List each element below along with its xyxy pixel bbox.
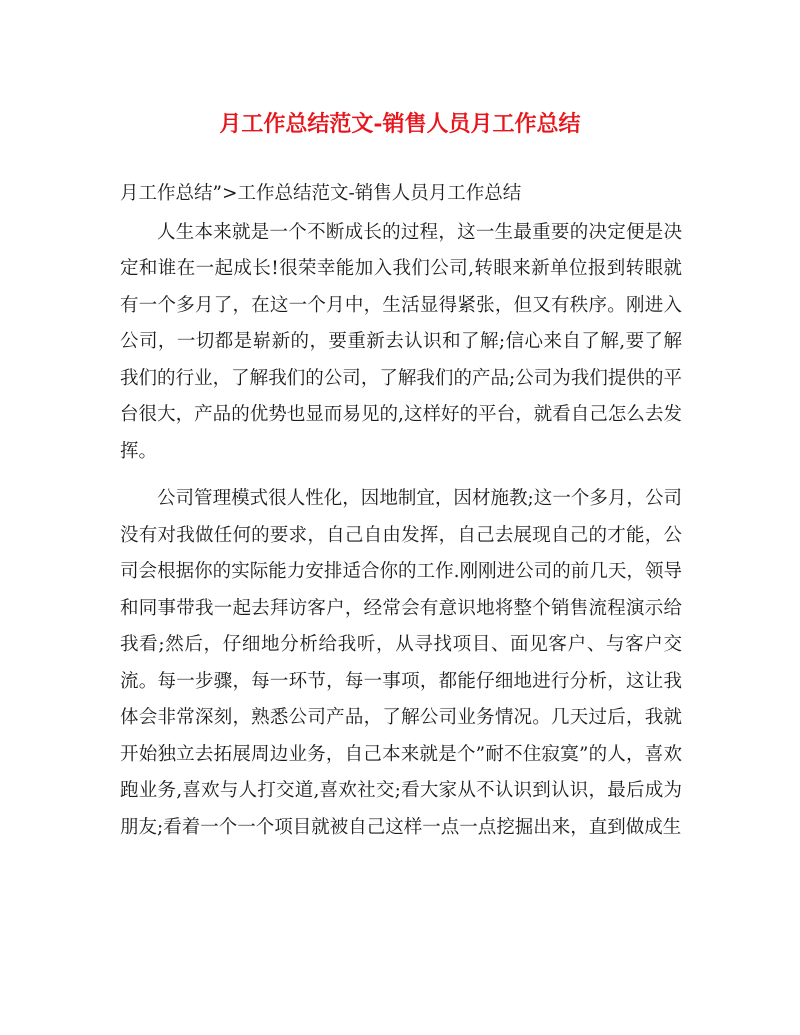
breadcrumb: 月工作总结”>工作总结范文-销售人员月工作总结 bbox=[120, 183, 522, 204]
document-body bbox=[120, 176, 682, 846]
paragraph-1: 人生本来就是一个不断成长的过程，这一生最重要的决定便是决定和谁在一起成长!很荣幸能加入我们公司,转眼来新单位报到转眼就有一个多月了，在这一个月中，生活显得紧张，但又有秩序。刚进入公司，一切都是崭新的，要重新去认识和了解;信心来自了解,要了解我们的行业，了解我们的公司，了解我们的产品;公司为我们提供的平台很大，产品的优势也显而易见的,这样好的平台，就看自己怎么去发挥。 bbox=[120, 221, 682, 462]
document-title: 月工作总结范文-销售人员月工作总结 bbox=[219, 111, 581, 137]
paragraph-2: 公司管理模式很人性化，因地制宜，因材施教;这一个多月，公司没有对我做任何的要求，自己自由发挥，自己去展现自己的才能，公司会根据你的实际能力安排适合你的工作.刚刚进公司的前几天，领导和同事带我一起去拜访客户，经常会有意识地将整个销售流程演示给我看;然后，仔细地分析给我听，从寻找项目、面见客户、与客户交流。每一步骤，每一环节，每一事项，都能仔细地进行分析，这让我体会非常深刻，熟悉公司产品，了解公司业务情况。几天过后，我就开始独立去拓展周边业务，自己本来就是个”耐不住寂寞”的人，喜欢跑业务,喜欢与人打交道,喜欢社交;看大家从不认识到认识，最后成为朋友;看着一个一个项目就被自己这样一点一点挖掘出来，直到做成生 bbox=[120, 488, 682, 838]
